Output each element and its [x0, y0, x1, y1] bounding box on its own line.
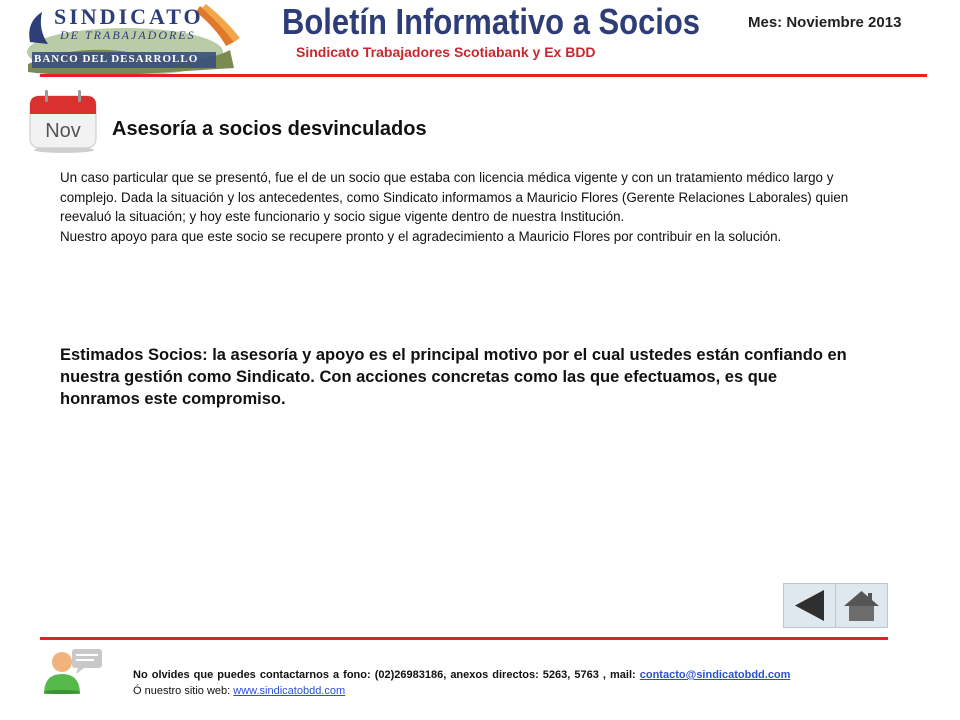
- footer-divider: [40, 637, 888, 640]
- logo-subtitle: DE TRABAJADORES: [60, 28, 196, 42]
- footer-website: [133, 685, 345, 697]
- home-button[interactable]: [835, 583, 888, 628]
- email-link[interactable]: contacto@sindicatobdd.com: [639, 669, 791, 681]
- paragraph: Nuestro apoyo para que este socio se recupere pronto y el agradecimiento a Mauricio Flores por contribuir en la solución.: [60, 228, 782, 244]
- bulletin-subtitle: Sindicato Trabajadores Scotiabank y Ex BDD: [296, 44, 596, 60]
- contact-user-icon: [40, 648, 106, 694]
- header-divider: [40, 74, 927, 77]
- paragraph: Un caso particular que se presentó, fue el de un socio que estaba con licencia médica vigente y con un tratamiento médico largo y complejo. Dada la situación y los antecedentes, como Sindicato informamos a Mauricio Flores (Gerente Relaciones Laborales) quien reevaluó la situación; y hoy este funcionario y socio sigue vigente dentro de nuestra Institución.: [60, 170, 849, 224]
- closing-statement: Estimados Socios: la asesoría y apoyo es el principal motivo por el cual ustedes están confiando en nuestra gestión como Sindicato. Con acciones concretas como las que efectuamos, es que honramos este compromiso.: [60, 346, 847, 408]
- website-link[interactable]: www.sindicatobdd.com: [233, 685, 346, 697]
- calendar-month: Nov: [45, 120, 81, 142]
- month-label: Mes: Noviembre 2013: [748, 14, 902, 31]
- logo-bank-name: BANCO DEL DESARROLLO: [34, 53, 199, 65]
- article-body: [60, 168, 870, 246]
- footer-contact-text: No olvides que puedes contactarnos a fono: (02)26983186, anexos directos: 5263, 5763 , mail:: [133, 669, 640, 681]
- section-title: Asesoría a socios desvinculados: [112, 118, 427, 140]
- triangle-left-icon: [784, 584, 835, 627]
- footer-website-text: Ó nuestro sitio web:: [133, 685, 234, 697]
- logo-word: SINDICATO: [54, 4, 204, 29]
- bulletin-title: Boletín Informativo a Socios: [282, 1, 701, 42]
- footer-contact: [133, 669, 790, 681]
- union-logo: [20, 2, 242, 78]
- back-button[interactable]: [783, 583, 836, 628]
- calendar-icon: [28, 90, 100, 154]
- home-icon: [836, 584, 887, 627]
